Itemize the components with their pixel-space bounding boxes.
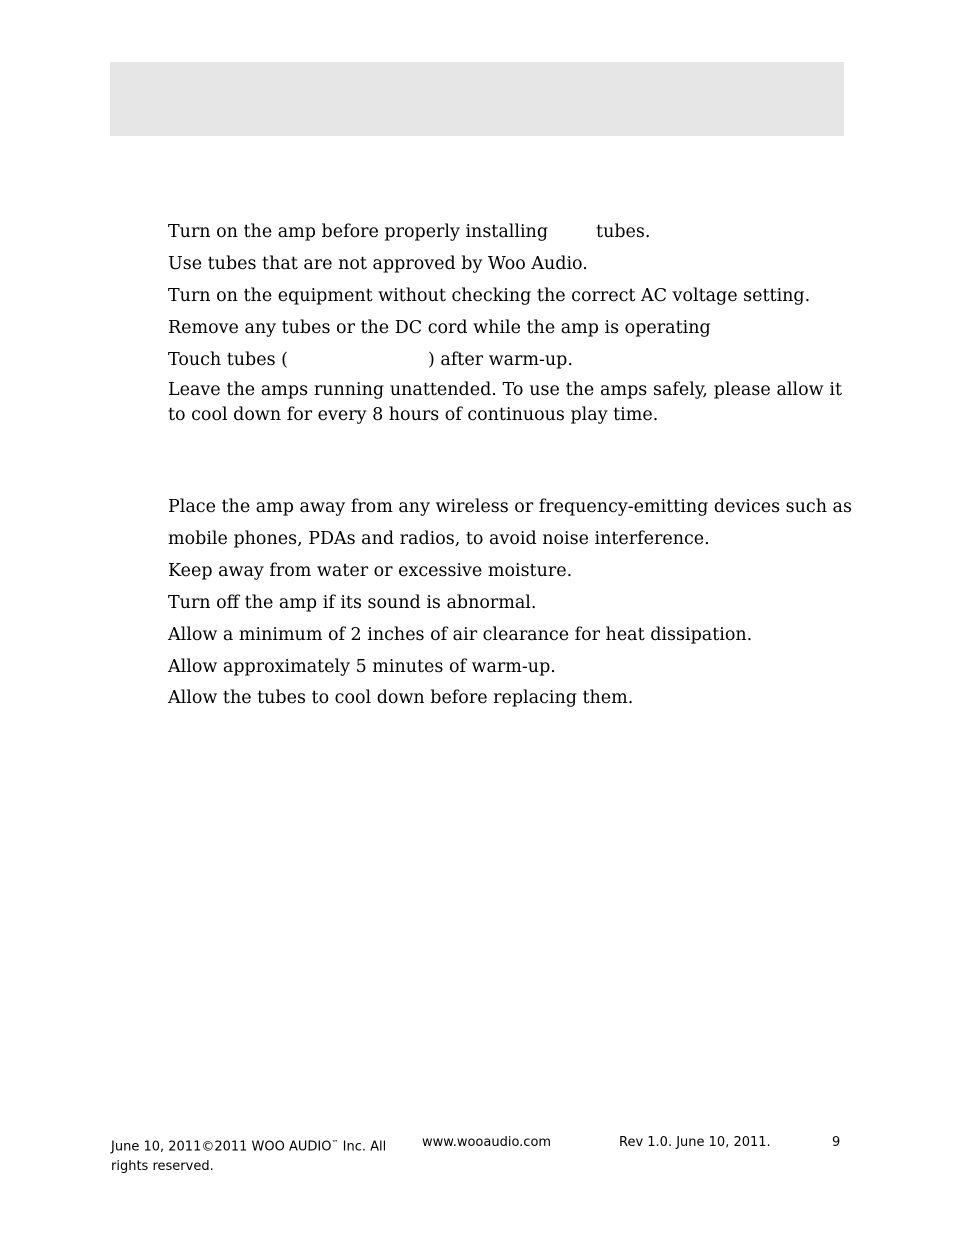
dont-item-1: Turn on the amp before properly installing tubes.	[168, 222, 651, 242]
footer-revision: Rev 1.0. June 10, 2011.	[619, 1135, 771, 1150]
do-item-1: Place the amp away from any wireless or frequency-emitting devices such as	[168, 497, 852, 517]
dont-item-2: Use tubes that are not approved by Woo Audio.	[168, 254, 588, 274]
dont-item-6: Leave the amps running unattended. To use the amps safely, please allow it to cool down for every 8 hours of continuous play time.	[168, 380, 842, 425]
do-item-4: Allow a minimum of 2 inches of air clearance for heat dissipation.	[168, 625, 753, 645]
dont-item-3: Turn on the equipment without checking the correct AC voltage setting.	[168, 286, 811, 306]
dont-item-4: Remove any tubes or the DC cord while the amp is operating	[168, 318, 711, 338]
footer-copyright: June 10, 2011©2011 WOO AUDIO™ Inc. All rights reserved.	[111, 1139, 387, 1175]
do-item-6: Allow the tubes to cool down before replacing them.	[168, 688, 634, 708]
do-item-3: Turn off the amp if its sound is abnormal.	[168, 593, 537, 613]
do-item-2: Keep away from water or excessive moisture.	[168, 561, 573, 581]
do-item-1-cont: mobile phones, PDAs and radios, to avoid noise interference.	[168, 529, 710, 549]
dont-item-5: Touch tubes ( ) after warm-up.	[168, 350, 573, 370]
footer-website[interactable]: www.wooaudio.com	[422, 1135, 552, 1150]
header-band	[110, 62, 844, 136]
page-number: 9	[832, 1135, 841, 1150]
do-item-5: Allow approximately 5 minutes of warm-up.	[168, 657, 556, 677]
